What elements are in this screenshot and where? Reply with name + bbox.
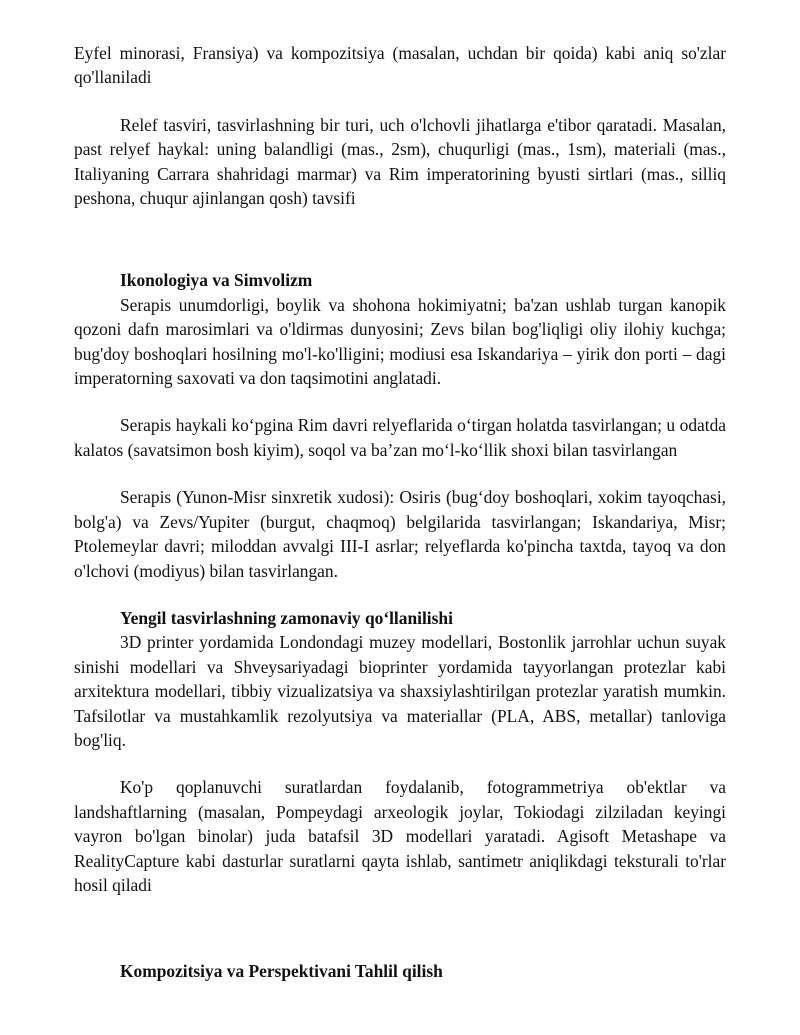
paragraph-serapis-statue: Serapis haykali ko‘pgina Rim davri relyeflarida o‘tirgan holatda tasvirlangan; u odatda kalatos (savatsimon bosh kiyim), soqol va ba’zan mo‘l-ko‘llik shoxi bilan tasvirlangan bbox=[74, 415, 726, 460]
section-heading-iconology: Ikonologiya va Simvolizm bbox=[120, 270, 313, 291]
section-heading-modern-applications: Yengil tasvirlashning zamonaviy qo‘llanilishi bbox=[120, 607, 453, 628]
section-heading-composition: Kompozitsiya va Perspektivani Tahlil qilish bbox=[120, 961, 443, 982]
paragraph-continuation: Eyfel minorasi, Fransiya) va kompozitsiya (masalan, uchdan bir qoida) kabi aniq so'zlar qo'llaniladi bbox=[74, 43, 726, 88]
paragraph-3d-printing: 3D printer yordamida Londondagi muzey modellari, Bostonlik jarrohlar uchun suyak sinishi modellari va Shveysariyadagi bioprinter yordamida tayyorlangan protezlar kabi arxitektura modellari, tibbiy vizualizatsiya va shaxsiylashtirilgan protezlar yaratish mumkin. Tafsilotlar va mustahkamlik rezolyutsiya va materiallar (PLA, ABS, metallar) tanloviga bog'liq. bbox=[74, 632, 726, 750]
paragraph-photogrammetry: Ko'p qoplanuvchi suratlardan foydalanib, fotogrammetriya ob'ektlar va landshaftlarning (masalan, Pompeydagi arxeologik joylar, Tokiodagi zilziladan keyingi vayron bo'lgan binolar) juda batafsil 3D modellari yaratadi. Agisoft Metashape va RealityCapture kabi dasturlar suratlarni qayta ishlab, santimetr aniqlikdagi teksturali to'rlar hosil qiladi bbox=[74, 777, 726, 895]
paragraph-serapis-definition: Serapis (Yunon-Misr sinxretik xudosi): Osiris (bug‘doy boshoqlari, xokim tayoqchasi, bolg'a) va Zevs/Yupiter (burgut, chaqmoq) belgilarida tasvirlangan; Iskandariya, Misr; Ptolemeylar davri; miloddan avvalgi III-I asrlar; relyeflarda ko'pincha taxtda, tayoq va don o'lchovi (modiyus) bilan tasvirlangan. bbox=[74, 487, 726, 581]
paragraph-serapis-symbolism: Serapis unumdorligi, boylik va shohona hokimiyatni; ba'zan ushlab turgan kanopik qozoni dafn marosimlari va o'ldirmas dunyosini; Zevs bilan bog'liqligi oliy ilohiy kuchga; bug'doy boshoqlari hosilning mo'l-ko'lligini; modiusi esa Iskandariya – yirik don porti – dagi imperatorning saxovati va don taqsimotini anglatadi. bbox=[74, 294, 726, 389]
paragraph-relief-description: Relef tasviri, tasvirlashning bir turi, uch o'lchovli jihatlarga e'tibor qaratadi. Masalan, past relyef haykal: uning balandligi (mas., 2sm), chuqurligi (mas., 1sm), materiali (mas., Italiyaning Carrara shahridagi marmar) va Rim imperatorining byusti sirtlari (mas., silliq peshona, chuqur ajinlangan qosh) tavsifi bbox=[74, 114, 726, 209]
